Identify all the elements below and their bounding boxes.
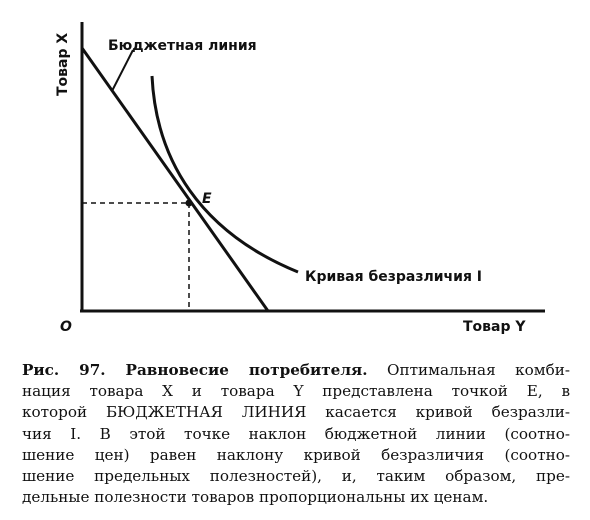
caption-line-1-text: Оптимальная комби- (387, 361, 571, 379)
y-axis-label: Товар X (55, 32, 71, 96)
budget-line-leader (112, 50, 133, 91)
caption-line-2: нация товара X и товара Y представлена точкой E, в (22, 382, 570, 401)
indifference-curve (152, 76, 298, 272)
equilibrium-point (186, 200, 193, 207)
caption-line-4: чия I. В этой точке наклон бюджетной линии (соотно- (22, 424, 570, 443)
caption-line-3: которой БЮДЖЕТНАЯ ЛИНИЯ касается кривой безразли- (22, 403, 570, 422)
indifference-curve-label: Кривая безразличия I (305, 269, 483, 285)
caption-line-5: шение цен) равен наклону кривой безразличия (соотно- (22, 445, 570, 464)
caption-title: Рис. 97. Равновесие потребителя. (22, 361, 368, 379)
equilibrium-point-label: E (202, 191, 212, 207)
caption-line-6: шение предельных полезностей), и, таким образом, пре- (22, 467, 570, 486)
caption-line-1 (22, 360, 570, 381)
budget-line-label: Бюджетная линия (108, 38, 257, 54)
caption-line-7: дельные полезности товаров пропорциональны их ценам. (22, 488, 489, 507)
origin-label: O (60, 319, 72, 335)
budget-line (82, 48, 268, 311)
x-axis-label: Товар Y (463, 319, 526, 335)
figure-caption (22, 360, 570, 508)
